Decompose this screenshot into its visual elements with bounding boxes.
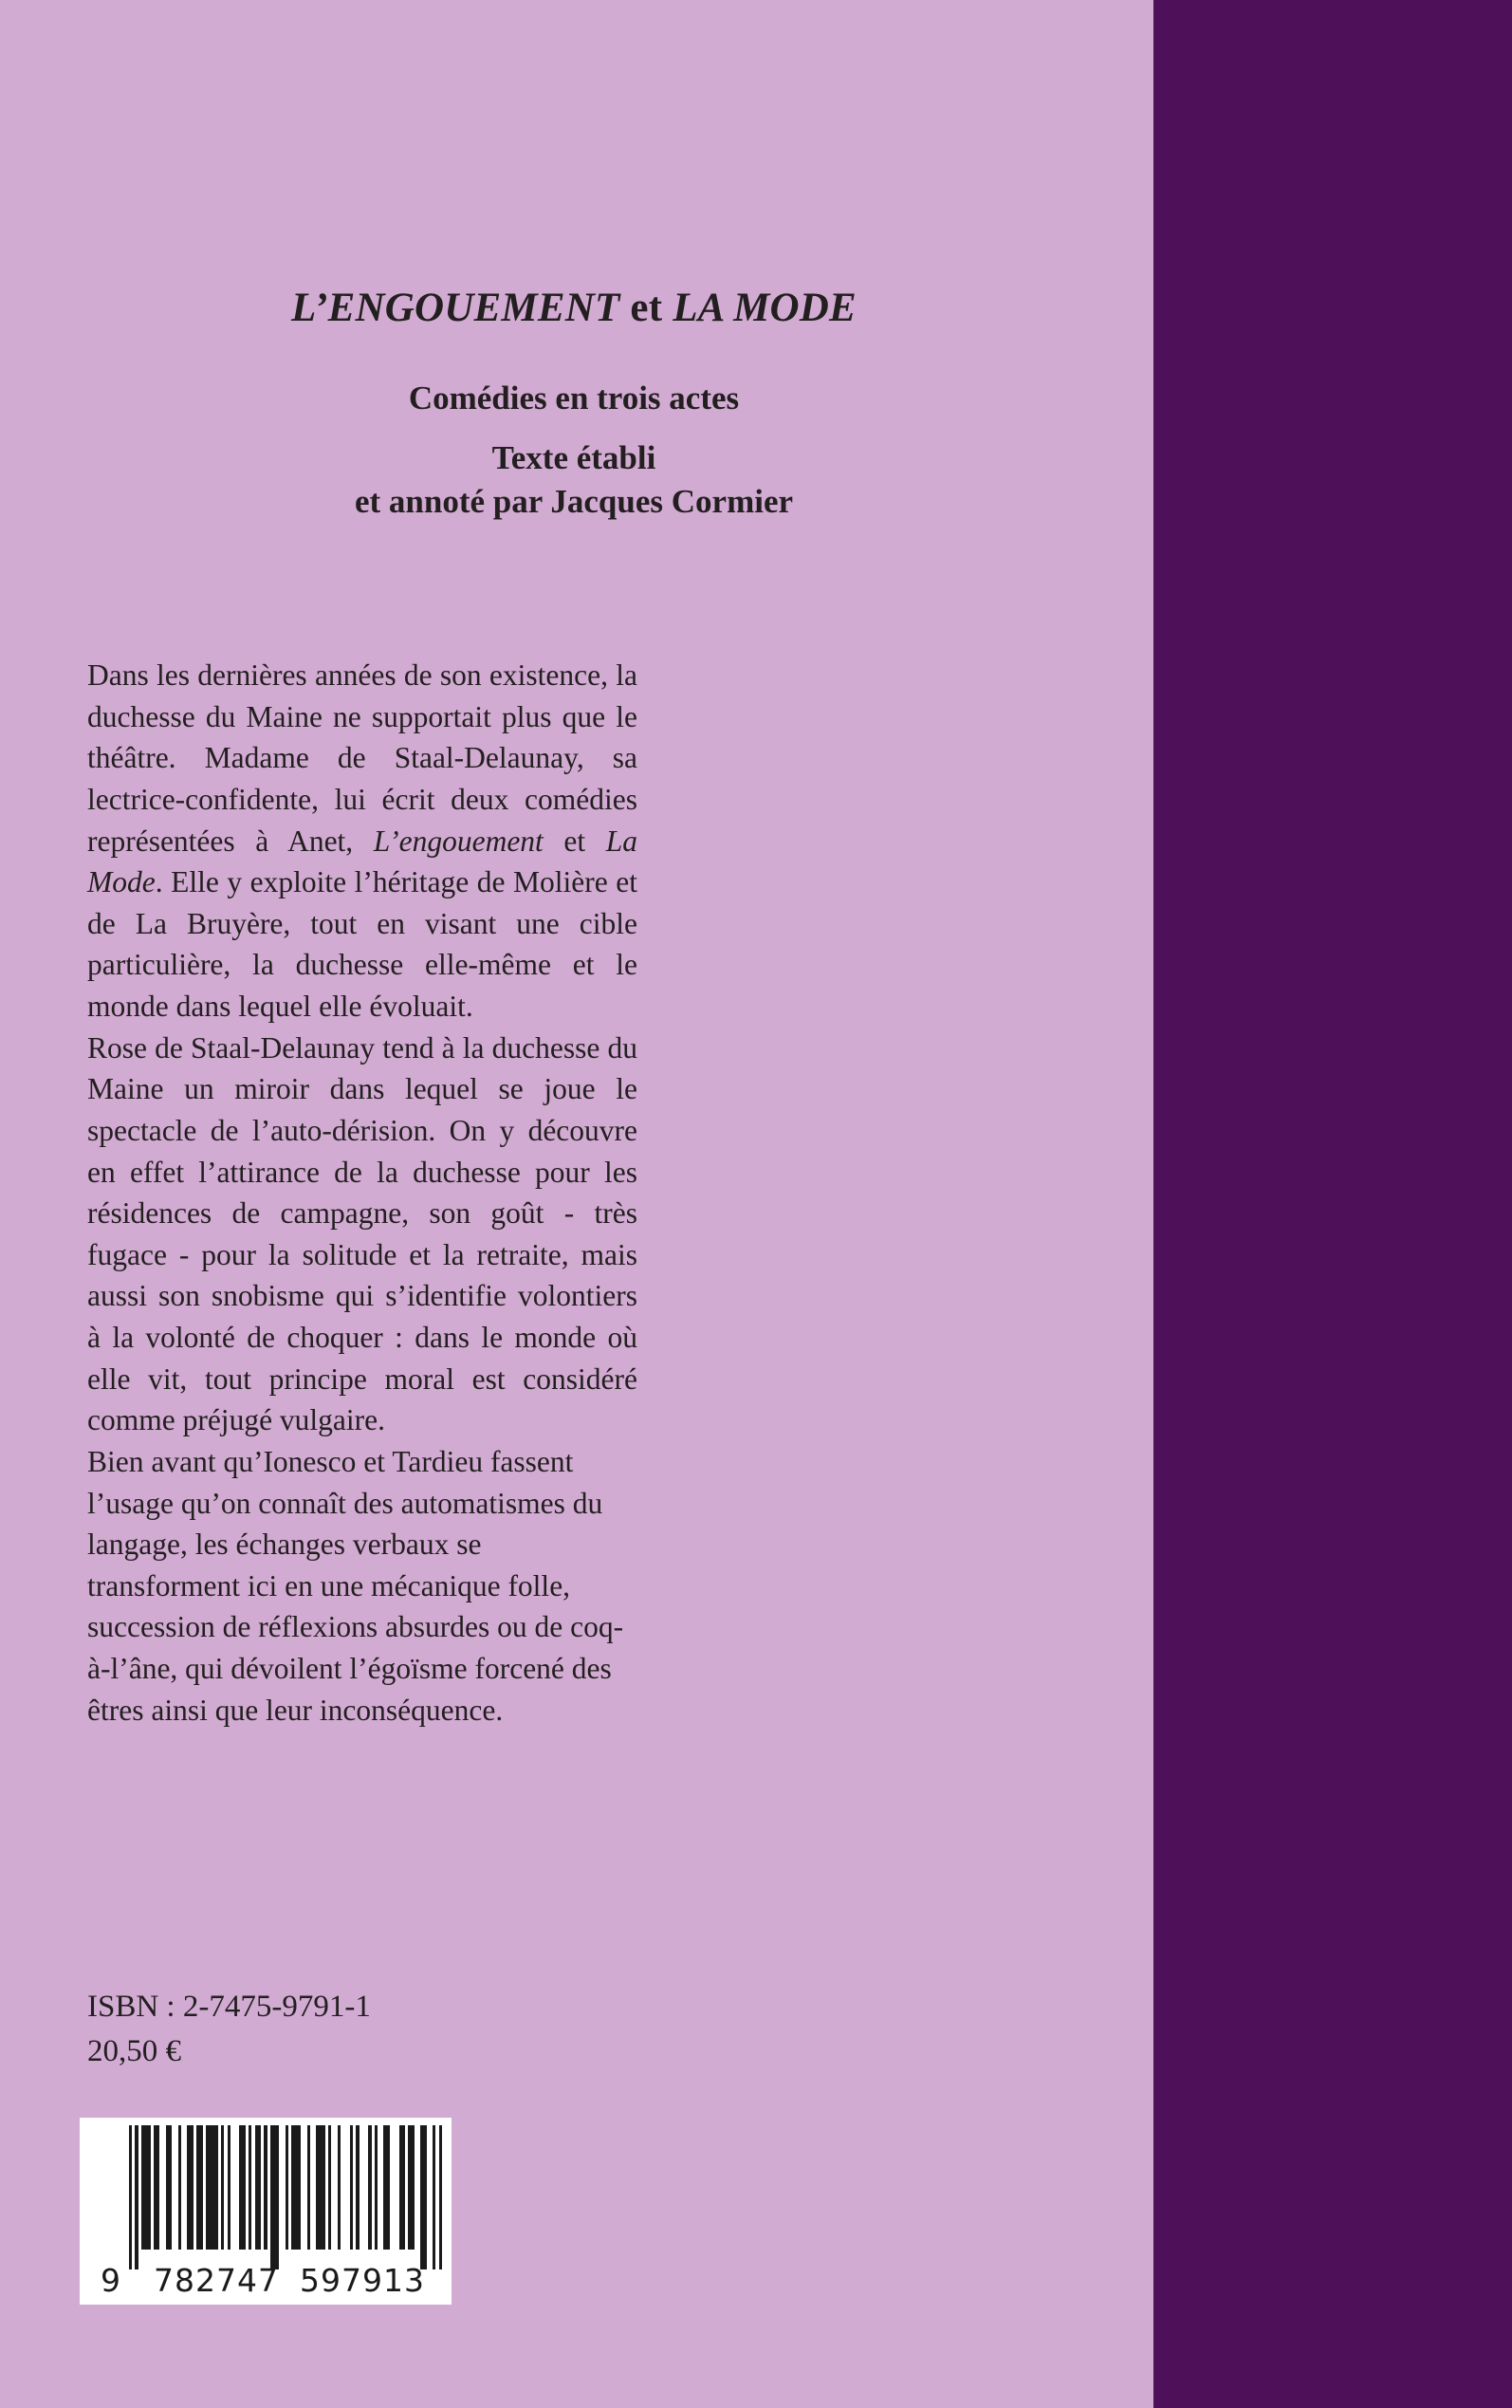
spine-color-band (1153, 0, 1512, 2408)
barcode-bar (383, 2125, 389, 2250)
barcode-bar (154, 2125, 159, 2250)
blurb-play-title-one: L’engouement (373, 824, 544, 858)
barcode-bar (187, 2125, 193, 2250)
barcode-bar (141, 2125, 151, 2250)
barcode-left-group: 782747 (154, 2262, 279, 2299)
barcode-bar (239, 2125, 245, 2250)
back-cover-blurb (87, 655, 637, 1731)
barcode-bar (338, 2125, 341, 2250)
barcode-bar (420, 2125, 426, 2269)
title-part-two: LA MODE (673, 286, 857, 330)
barcode-bar (356, 2125, 359, 2250)
blurb-paragraph-1 (87, 655, 637, 1028)
blurb-paragraph-3: Bien avant qu’Ionesco et Tardieu fassent l’usage qu’on connaît des automatismes du langage, les échanges verbaux se transforment ici en une mécanique folle, succession de réflexions absurdes ou de coq-à-l’âne, qui dévoilent l’égoïsme forcené des êtres ainsi que leur inconséquence. (87, 1444, 624, 1727)
subtitle-block (85, 377, 1062, 524)
barcode-bar (166, 2125, 172, 2250)
barcode-bar (439, 2125, 442, 2269)
price-text: 20,50 € (87, 2033, 181, 2068)
barcode-lead-digit: 9 (101, 2262, 121, 2299)
blurb-p1-lead: Dans les dernières années de son existence, la duchesse du Maine ne supportait plus que le théâtre. Madame de Staal-Delaunay, sa lectrice-confidente, lui écrit deux comédies représentées à Anet, (87, 658, 637, 858)
ean13-barcode (80, 2118, 452, 2305)
barcode-bar (316, 2125, 325, 2250)
barcode-bar (129, 2125, 132, 2269)
barcode-bar (221, 2125, 224, 2250)
barcode-bar (270, 2125, 280, 2269)
barcode-bar (307, 2125, 310, 2250)
barcode-bars (129, 2125, 442, 2269)
blurb-play-title-two: La Mode (87, 824, 637, 899)
barcode-bar (350, 2125, 353, 2250)
title-part-one: L’ENGOUEMENT (291, 286, 620, 330)
blurb-paragraph-2: Rose de Staal-Delaunay tend à la duchesse du Maine un miroir dans lequel se joue le spectacle de l’auto-dérision. On y découvre en effet l’attirance de la duchesse pour les résidences de campagne, son goût - très fugace - pour la solitude et la retraite, mais aussi son snobisme qui s’identifie volontiers à la volonté de choquer : dans le monde où elle vit, tout principe moral est considéré comme préjugé vulgaire. (87, 1030, 637, 1437)
page-title (85, 285, 1062, 331)
publication-info (87, 1985, 371, 2074)
subtitle-genre: Comédies en trois actes (408, 380, 740, 417)
barcode-right-group: 597913 (300, 2262, 425, 2299)
barcode-bar (286, 2125, 288, 2250)
barcode-inner (80, 2118, 452, 2305)
barcode-bar (328, 2125, 331, 2250)
barcode-bar (249, 2125, 251, 2250)
barcode-bar (408, 2125, 414, 2250)
barcode-bar (291, 2125, 301, 2250)
subtitle-edition: Texte établi (491, 438, 656, 476)
blurb-p1-tail: . Elle y exploite l’héritage de Molière et de La Bruyère, tout en visant une cible particulière, la duchesse elle-même et le monde dans lequel elle évoluait. (87, 865, 637, 1023)
subtitle-editor: et annoté par Jacques Cormier (354, 482, 794, 520)
barcode-bar (228, 2125, 230, 2250)
barcode-bar (196, 2125, 202, 2250)
barcode-bar (368, 2125, 371, 2250)
barcode-bar (399, 2125, 405, 2250)
isbn-text: ISBN : 2-7475-9791-1 (87, 1990, 371, 2024)
title-block (85, 285, 1062, 524)
blurb-p1-conjunction: et (543, 824, 606, 858)
barcode-bar (264, 2125, 267, 2250)
barcode-bar (255, 2125, 261, 2250)
barcode-bar (433, 2125, 435, 2269)
barcode-bar (135, 2125, 138, 2269)
title-conjunction: et (619, 286, 673, 330)
barcode-bar (375, 2125, 378, 2250)
barcode-bar (206, 2125, 218, 2250)
barcode-bar (178, 2125, 181, 2250)
